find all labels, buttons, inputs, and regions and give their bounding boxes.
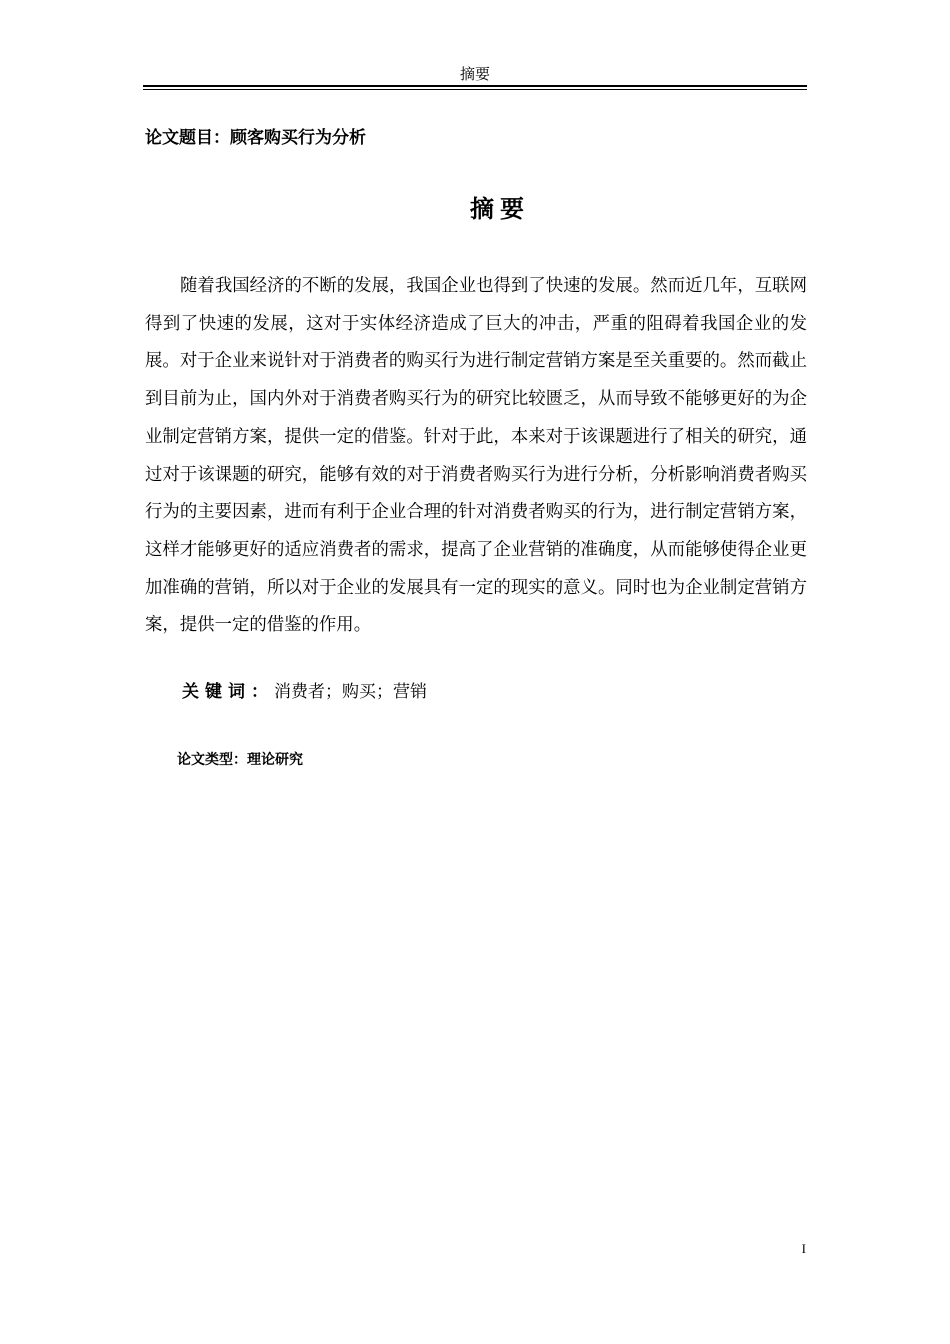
- running-header: [143, 64, 807, 84]
- abstract-heading: 摘要: [470, 195, 530, 223]
- thesis-title-line: [145, 126, 366, 150]
- page-number: I: [801, 1241, 806, 1256]
- header-rule-thick: [143, 85, 807, 87]
- abstract-body: 随着我国经济的不断的发展，我国企业也得到了快速的发展。然而近几年，互联网得到了快速的发展，这对于实体经济造成了巨大的冲击，严重的阻碍着我国企业的发展。对于企业来说针对于消费者的购买行为进行制定营销方案是至关重要的。然而截止到目前为止，国内外对于消费者购买行为的研究比较匮乏，从而导致不能够更好的为企业制定营销方案，提供一定的借鉴。针对于此，本来对于该课题进行了相关的研究，通过对于该课题的研究，能够有效的对于消费者购买行为进行分析，分析影响消费者购买行为的主要因素，进而有利于企业合理的针对消费者购买的行为，进行制定营销方案，这样才能够更好的适应消费者的需求，提高了企业营销的准确度，从而能够使得企业更加准确的营销，所以对于企业的发展具有一定的现实的意义。同时也为企业制定营销方案，提供一定的借鉴的作用。: [145, 276, 807, 636]
- paper-type-value: 理论研究: [247, 752, 303, 768]
- keywords-label: 关键词：: [182, 682, 274, 702]
- keywords-line: [182, 678, 427, 706]
- header-rule-thin: [143, 89, 807, 90]
- keywords-value: 消费者；购买；营销: [274, 682, 427, 702]
- paper-type-line: [177, 750, 303, 770]
- paper-type-label: 论文类型：: [177, 752, 247, 768]
- thesis-title: 顾客购买行为分析: [230, 128, 366, 148]
- running-header-title: 摘要: [459, 65, 490, 83]
- thesis-title-label: 论文题目：: [145, 128, 230, 148]
